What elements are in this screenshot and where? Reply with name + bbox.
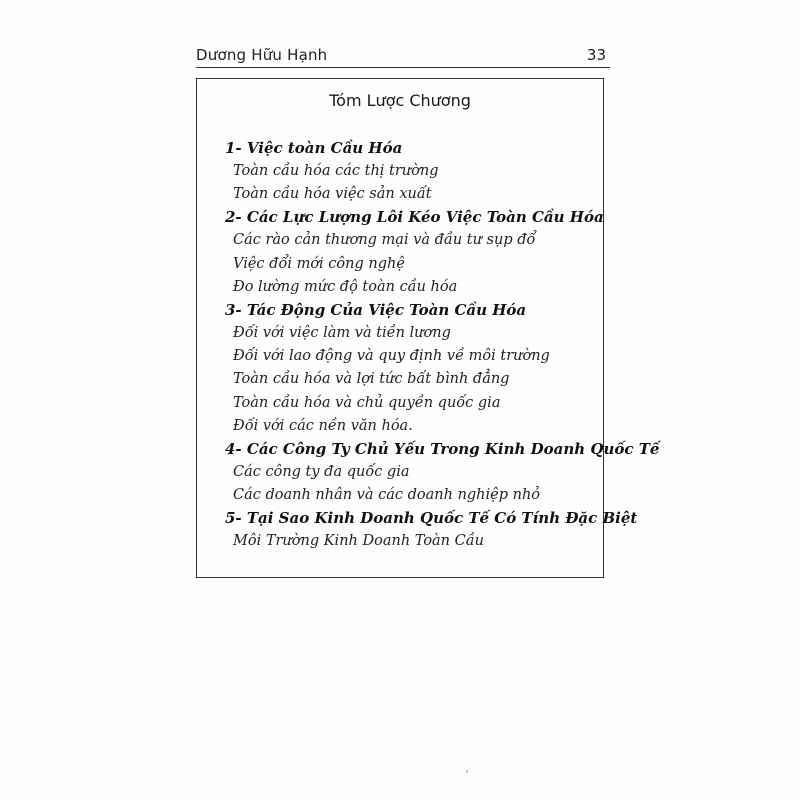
section-heading-2: 2- Các Lực Lượng Lôi Kéo Việc Toàn Cầu Hóa <box>225 208 604 227</box>
section-1-item: Toàn cầu hóa các thị trường <box>233 163 439 179</box>
section-3-item: Toàn cầu hóa và chủ quyền quốc gia <box>233 394 501 411</box>
chapter-summary-box <box>196 78 660 578</box>
section-heading-5: 5- Tại Sao Kinh Doanh Quốc Tế Có Tính Đặc Biệt <box>225 509 638 528</box>
section-3-item: Đối với các nền văn hóa. <box>233 417 413 434</box>
summary-outline <box>225 137 660 553</box>
section-3-item: Đối với việc làm và tiền lương <box>233 324 451 341</box>
section-4-item: Các doanh nhân và các doanh nghiệp nhỏ <box>233 487 541 504</box>
page-number: 33 <box>586 46 606 64</box>
author-name: Dương Hữu Hạnh <box>196 46 328 64</box>
section-heading-3: 3- Tác Động Của Việc Toàn Cầu Hóa <box>225 300 527 319</box>
section-3-item: Đối với lao động và quy định về môi trường <box>233 348 550 365</box>
section-2-item: Việc đổi mới công nghệ <box>233 255 405 272</box>
section-3-item: Toàn cầu hóa và lợi tức bất bình đẳng <box>233 371 510 388</box>
section-2-item: Các rào cản thương mại và đầu tư sụp đổ <box>233 232 536 249</box>
section-1-item: Toàn cầu hóa việc sản xuất <box>233 186 432 203</box>
summary-title: Tóm Lược Chương <box>329 91 471 110</box>
section-2-item: Đo lường mức độ toàn cầu hóa <box>233 278 458 295</box>
section-heading-1: 1- Việc toàn Cầu Hóa <box>225 139 403 157</box>
running-header <box>196 44 610 68</box>
section-4-item: Các công ty đa quốc gia <box>233 463 410 480</box>
section-heading-4: 4- Các Công Ty Chủ Yếu Trong Kinh Doanh Quốc Tế <box>225 439 660 458</box>
header-rule <box>196 67 610 68</box>
section-5-item: Môi Trường Kinh Doanh Toàn Cầu <box>233 533 484 550</box>
paper-speck <box>466 770 468 773</box>
